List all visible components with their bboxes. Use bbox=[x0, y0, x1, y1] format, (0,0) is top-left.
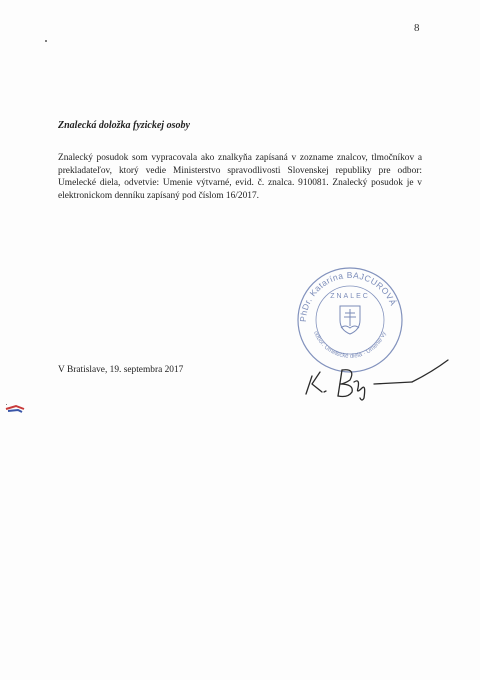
scan-speck bbox=[45, 40, 47, 42]
margin-color-mark bbox=[4, 402, 26, 416]
section-heading: Znalecká doložka fyzickej osoby bbox=[58, 120, 190, 131]
scan-speck bbox=[6, 404, 7, 405]
stamp-lower-text: odbor: Umelecké diela · Umenie vý bbox=[312, 330, 388, 360]
place-and-date: V Bratislave, 19. septembra 2017 bbox=[58, 365, 184, 375]
handwritten-signature bbox=[302, 354, 452, 402]
page-number: 8 bbox=[414, 22, 420, 34]
stamp-outer-text: PhDr. Katarína BAJCUROVÁ bbox=[297, 269, 399, 323]
expert-clause-paragraph: Znalecký posudok som vypracovala ako znalkyňa zapísaná v zozname znalcov, tlmočníkov a prekladateľov, ktorý vedie Ministerstvo spravodlivosti Slovenskej republiky pre odbor: Umelecké diela, odvetvie: Umenie výtvarné, evid. č. znalca. 910081. Znalecký posudok je v elektronickom denníku zapísaný pod číslom 16/2017. bbox=[58, 153, 422, 201]
coat-of-arms-icon bbox=[340, 306, 360, 334]
stamp-inner-text: ZNALEC bbox=[330, 293, 370, 300]
